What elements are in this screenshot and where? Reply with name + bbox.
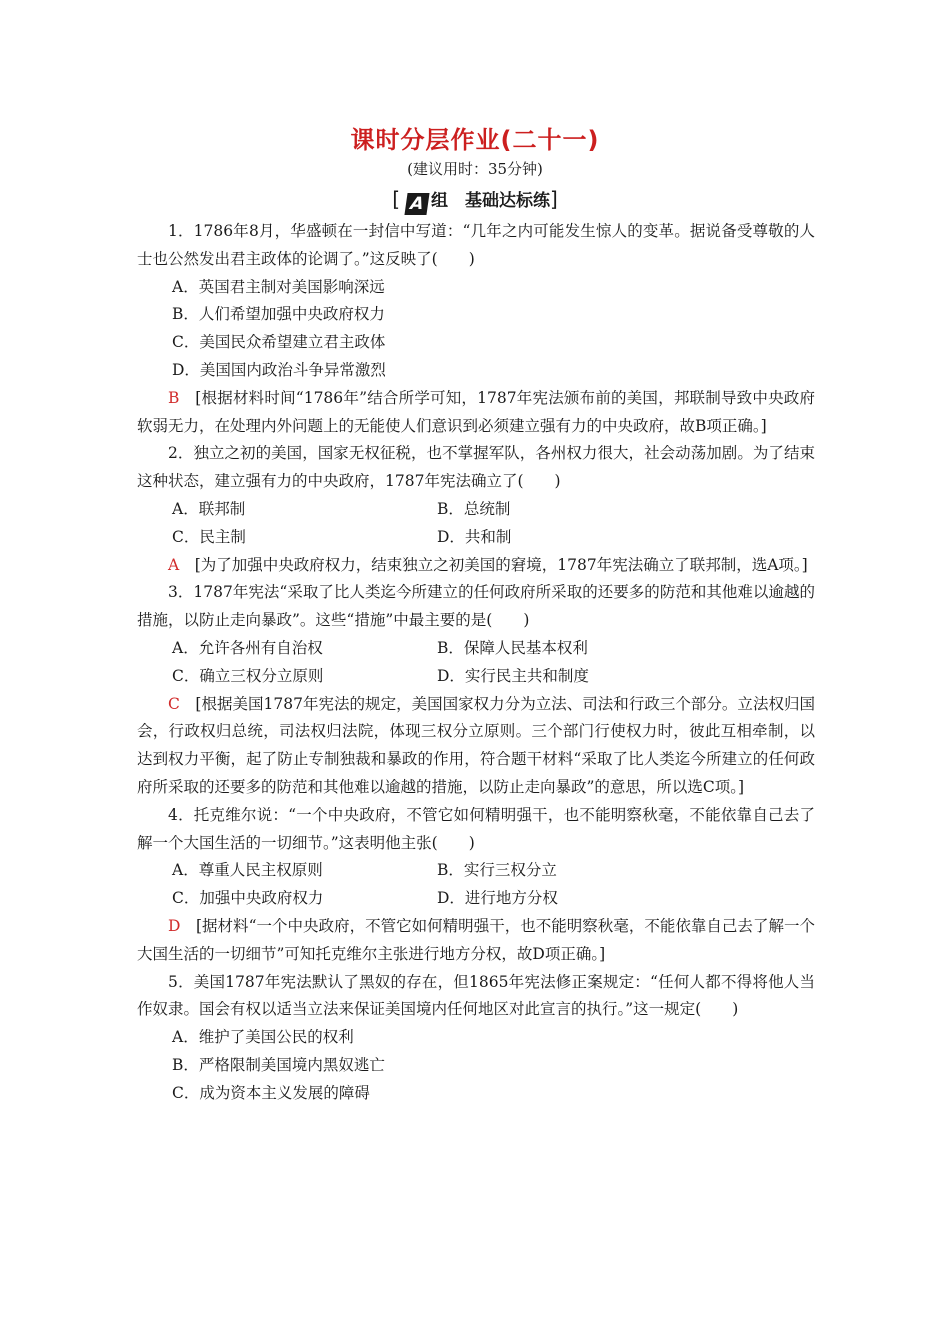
- question-2-stem: 2．独立之初的美国，国家无权征税，也不掌握军队，各州权力很大，社会动荡加剧。为了结束这种状态，建立强有力的中央政府，1787年宪法确立了( ): [137, 444, 815, 491]
- question-5-option-b: B．严格限制美国境内黑奴逃亡: [172, 1055, 385, 1074]
- question-1-explanation: [137, 385, 815, 441]
- question-2-option-a: A．联邦制: [172, 499, 246, 518]
- question-3-options-row-2: [137, 663, 815, 691]
- question-2-option-c: C．民主制: [172, 527, 246, 546]
- question-1-explanation-text: [根据材料时间“1786年”结合所学可知，1787年宪法颁布前的美国，邦联制导致中央政府软弱无力，在处理内外问题上的无能使人们意识到必须建立强有力的中央政府，故B项正确。]: [137, 388, 815, 435]
- question-4-stem: 4．托克维尔说：“一个中央政府，不管它如何精明强干，也不能明察秋毫，不能依靠自己去了解一个大国生活的一切细节。”这表明他主张( ): [137, 805, 815, 852]
- question-1-option-b: B．人们希望加强中央政府权力: [172, 305, 385, 324]
- bracket-left: [: [392, 187, 400, 211]
- group-heading: [0, 186, 950, 215]
- page-title: 课时分层作业(二十一): [350, 126, 600, 154]
- question-3-option-c: C．确立三权分立原则: [172, 666, 324, 685]
- question-1-option-c: C．美国民众希望建立君主政体: [172, 333, 386, 352]
- question-4-option-d: D．进行地方分权: [437, 889, 558, 908]
- group-a-badge-icon: A: [404, 193, 429, 215]
- question-3-option-b: B．保障人民基本权利: [437, 638, 588, 657]
- question-5-stem: 5．美国1787年宪法默认了黑奴的存在，但1865年宪法修正案规定：“任何人都不得将他人当作奴隶。国会有权以适当立法来保证美国境内任何地区对此宣言的执行。”这一规定( ): [137, 972, 815, 1019]
- question-2-options-row-2: [137, 524, 815, 552]
- question-list: [137, 218, 815, 1108]
- question-4-option-b: B．实行三权分立: [437, 861, 557, 880]
- question-2-answer: A: [168, 555, 180, 574]
- question-1-stem: 1．1786年8月，华盛顿在一封信中写道：“几年之内可能发生惊人的变革。据说备受尊敬的人士也公然发出君主政体的论调了。”这反映了( ): [137, 222, 815, 268]
- question-3-option-d: D．实行民主共和制度: [437, 666, 589, 685]
- question-4-explanation: [137, 913, 815, 969]
- question-4-explanation-text: [据材料“一个中央政府，不管它如何精明强干，也不能明察秋毫，不能依靠自己去了解一个大国生活的一切细节”可知托克维尔主张进行地方分权，故D项正确。]: [137, 916, 815, 963]
- question-1-option-a: A．英国君主制对美国影响深远: [172, 277, 385, 296]
- question-2-explanation: [137, 552, 815, 580]
- question-1-answer: B: [168, 388, 180, 407]
- question-2-explanation-text: [为了加强中央政府权力，结束独立之初美国的窘境，1787年宪法确立了联邦制，选A项。]: [179, 555, 808, 574]
- question-4-option-c: C．加强中央政府权力: [172, 889, 324, 908]
- question-4-options-row-1: [137, 857, 815, 885]
- question-1-option-d: D．美国国内政治斗争异常激烈: [172, 360, 386, 379]
- question-3-options-row-1: [137, 635, 815, 663]
- bracket-right: ]: [550, 187, 558, 211]
- group-label: 组 基础达标练: [431, 191, 550, 211]
- question-4-option-a: A．尊重人民主权原则: [172, 861, 323, 880]
- time-suggestion: (建议用时：35分钟): [407, 160, 543, 178]
- question-3-explanation-text: [根据美国1787年宪法的规定，美国国家权力分为立法、司法和行政三个部分。立法权归国会，行政权归总统，司法权归法院，体现三权分立原则。三个部门行使权力时，彼此互相牵制，以达到权力平衡，起了防止专制独裁和暴政的作用，符合题干材料“采取了比人类迄今所建立的任何政府所采取的还要多的防范和其他难以逾越的措施，以防止走向暴政”的意思，所以选C项。]: [137, 694, 815, 796]
- question-5-option-a: A．维护了美国公民的权利: [172, 1028, 354, 1047]
- question-4-options-row-2: [137, 885, 815, 913]
- question-2-option-d: D．共和制: [437, 527, 512, 546]
- question-2-options-row-1: [137, 496, 815, 524]
- question-3-explanation: [137, 691, 815, 802]
- question-5-option-c: C．成为资本主义发展的障碍: [172, 1083, 370, 1102]
- question-3-stem: 3．1787年宪法“采取了比人类迄今所建立的任何政府所采取的还要多的防范和其他难以逾越的措施，以防止走向暴政”。这些“措施”中最主要的是( ): [137, 583, 815, 630]
- question-3-answer: C: [168, 694, 180, 713]
- question-4-answer: D: [168, 916, 181, 935]
- question-2-option-b: B．总统制: [437, 499, 511, 518]
- question-3-option-a: A．允许各州有自治权: [172, 638, 323, 657]
